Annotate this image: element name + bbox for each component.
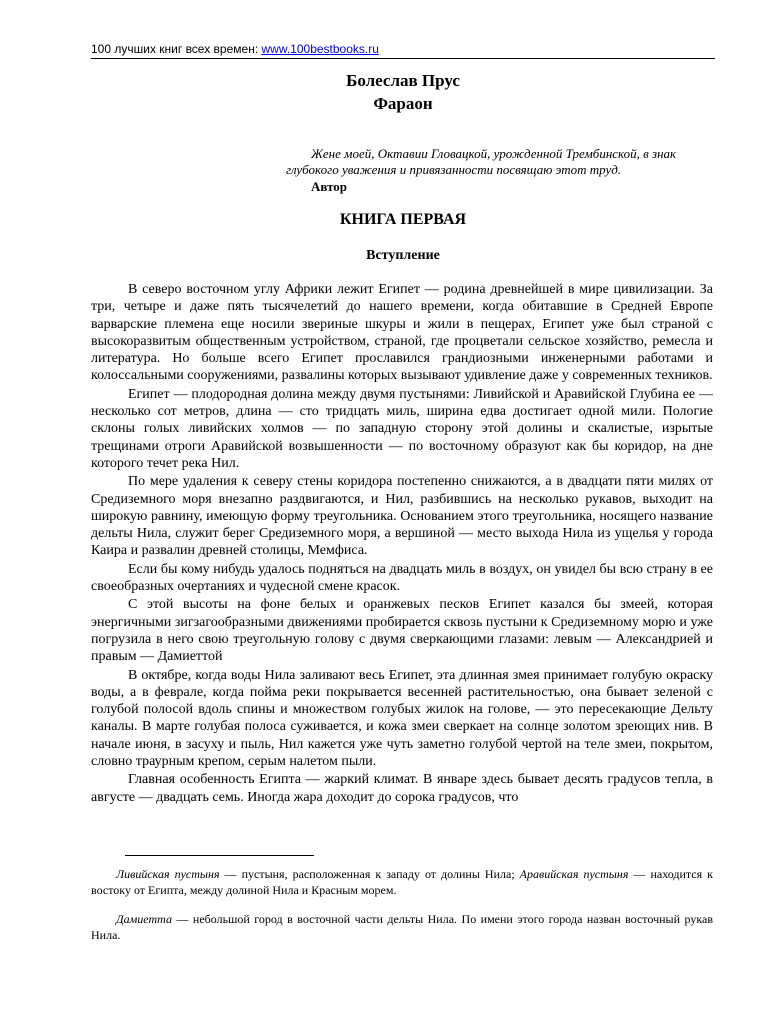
paragraph: В октябре, когда воды Нила заливают весь Египет, эта длинная змея принимает голубую окраску воды, а в феврале, когда пойма реки покрывается весенней растительностью, она бывает зеленой с голубой полосой вдоль спины и множеством голубых жилок на голове, — это пересекающие Дельту каналы. В марте голубая полоса суживается, и кожа змеи сверкает на солнце золотом зреющих нив. В начале июня, в засуху и пыль, Нил кажется уже чуть заметно голубой чертой на теле змеи, покрытом, словно траурным крепом, серым налетом пыли. xyxy=(91,667,713,770)
part-title: КНИГА ПЕРВАЯ xyxy=(339,211,467,228)
paragraph: С этой высоты на фоне белых и оранжевых песков Египет казался бы змеей, которая энергичными зигзагообразными движениями пробирается сквозь пустыни к Средиземному морю и уже погрузила в него свою треугольную голову с двумя сверкающими глазами: левым — Александрией и правым — Дамиеттой xyxy=(91,597,713,665)
footnote-term: Ливийская пустыня xyxy=(116,867,220,881)
dedication: Жене моей, Октавии Гловацкой, урожденной Трембинской, в знак глубокого уважения и привязанности посвящаю этот труд. xyxy=(286,146,677,177)
body-text xyxy=(91,281,713,806)
book-title: Фараон xyxy=(373,94,433,113)
section-title: Вступление xyxy=(366,248,440,263)
site-link[interactable]: www.100bestbooks.ru xyxy=(261,42,379,56)
dedication-signature: Автор xyxy=(311,179,348,194)
footnote-text: — находится к востоку от Египта, между долиной Нила и Красным морем. xyxy=(91,867,713,897)
paragraph: В северо восточном углу Африки лежит Египет — родина древнейшей в мире цивилизации. За три, четыре и даже пять тысячелетий до нашего времени, когда обитавшие в Средней Европе варварские племена еще носили звериные шкуры и жили в пещерах, Египет уже был страной с высокоразвитым общественным устройством, страной, где процветали сельское хозяйство, ремесла и литература. Но больше всего Египет прославился грандиозными инженерными работами и колоссальными сооружениями, развалины которых вызывают удивление даже у современных техников. xyxy=(91,282,713,384)
footnote xyxy=(91,866,713,898)
author-name: Болеслав Прус xyxy=(346,71,460,90)
header-text: 100 лучших книг всех времен: xyxy=(91,42,262,56)
paragraph: Если бы кому нибудь удалось подняться на двадцать миль в воздух, он увидел бы всю страну в ее своеобразных очертаниях и чудесной смене красок. xyxy=(91,561,713,595)
footnote xyxy=(91,911,713,943)
footnote-separator xyxy=(125,855,314,856)
footnote-text: — небольшой город в восточной части дельты Нила. По имени этого города назван восточный рукав Нила. xyxy=(91,912,713,942)
footnote-text: — пустыня, расположенная к западу от долины Нила; xyxy=(219,867,520,881)
footnote-term: Дамиетта xyxy=(116,912,172,926)
paragraph: По мере удаления к северу стены коридора постепенно снижаются, а в двадцати пяти милях от Средиземного моря внезапно раздвигаются, и Нил, разбившись на несколько рукавов, выходит на широкую равнину, имеющую форму треугольника. Основанием этого треугольника, носящего название дельты Нила, служит берег Средиземного моря, а вершиной — место выхода Нила из ущелья у города Каира и развалин древней столицы, Мемфиса. xyxy=(91,474,713,559)
paragraph: Главная особенность Египта — жаркий климат. В январе здесь бывает десять градусов тепла, в августе — двадцать семь. Иногда жара доходит до сорока градусов, что xyxy=(91,772,713,805)
page-header xyxy=(91,42,715,59)
footnote-term: Аравийская пустыня xyxy=(519,867,629,881)
paragraph: Египет — плодородная долина между двумя пустынями: Ливийской и Аравийской Глубина ее — несколько сот метров, длина — сто тридцать миль, ширина едва достигает одной мили. Пологие склоны голых ливийских холмов — по западную сторону этой долины и скалистые, изрытые трещинами отроги Аравийской возвышенности — по восточному образуют как бы коридор, на дне которого течет река Нил. xyxy=(91,386,713,471)
